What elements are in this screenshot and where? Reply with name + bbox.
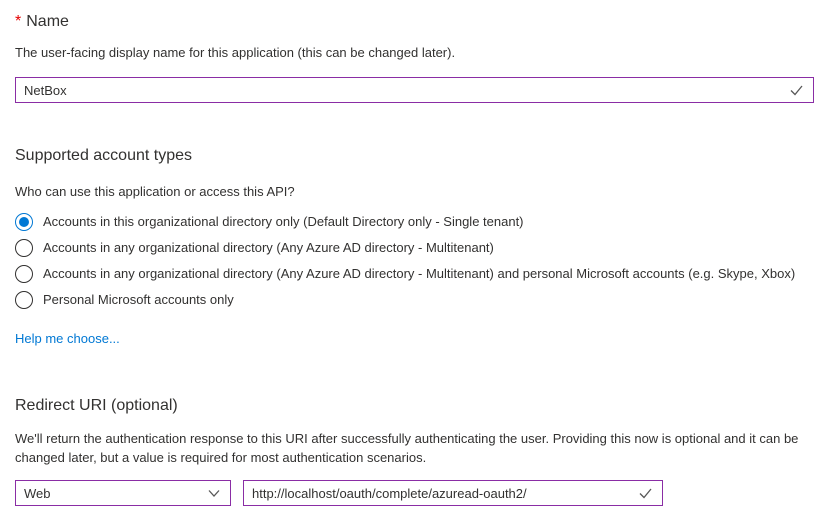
radio-option[interactable] — [15, 287, 814, 313]
radio-option-label: Accounts in any organizational directory (Any Azure AD directory - Multitenant) — [43, 240, 494, 255]
name-section-title — [15, 12, 814, 32]
radio-button[interactable] — [15, 265, 33, 283]
name-description: The user-facing display name for this application (this can be changed later). — [15, 45, 456, 60]
name-input[interactable] — [16, 78, 813, 102]
radio-option[interactable] — [15, 261, 814, 287]
name-input-box — [15, 77, 814, 103]
radio-option-label: Accounts in any organizational directory (Any Azure AD directory - Multitenant) and personal Microsoft accounts (e.g. Skype, Xbox) — [43, 266, 796, 281]
app-registration-form — [0, 12, 829, 506]
redirect-uri-input-box — [243, 480, 663, 506]
redirect-uri-input[interactable] — [244, 481, 662, 505]
name-section-title-text: Name — [26, 13, 69, 30]
required-asterisk: * — [15, 13, 22, 30]
radio-button[interactable] — [15, 291, 33, 309]
account-types-question: Who can use this application or access this API? — [15, 184, 295, 199]
redirect-uri-controls — [15, 480, 814, 506]
supported-account-types-section — [15, 146, 814, 348]
radio-option[interactable] — [15, 235, 814, 261]
account-type-options — [15, 209, 814, 313]
help-me-choose-link[interactable]: Help me choose... — [15, 331, 120, 346]
redirect-uri-section — [15, 396, 814, 506]
radio-option[interactable] — [15, 209, 814, 235]
radio-button[interactable] — [15, 213, 33, 231]
name-section — [15, 12, 814, 103]
radio-option-label: Accounts in this organizational directory only (Default Directory only - Single tenant) — [43, 214, 524, 229]
supported-account-types-title: Supported account types — [15, 147, 193, 164]
redirect-uri-title: Redirect URI (optional) — [15, 397, 178, 414]
redirect-uri-description: We'll return the authentication response to this URI after successfully authenticating the user. Providing this now is optional and it can be changed later, but a value is required for most authentication scenarios. — [15, 431, 799, 465]
platform-select-value: Web — [24, 485, 51, 501]
radio-option-label: Personal Microsoft accounts only — [43, 292, 234, 307]
radio-button[interactable] — [15, 239, 33, 257]
platform-select[interactable] — [15, 480, 231, 506]
radio-dot — [19, 217, 29, 227]
chevron-down-icon — [207, 486, 221, 500]
